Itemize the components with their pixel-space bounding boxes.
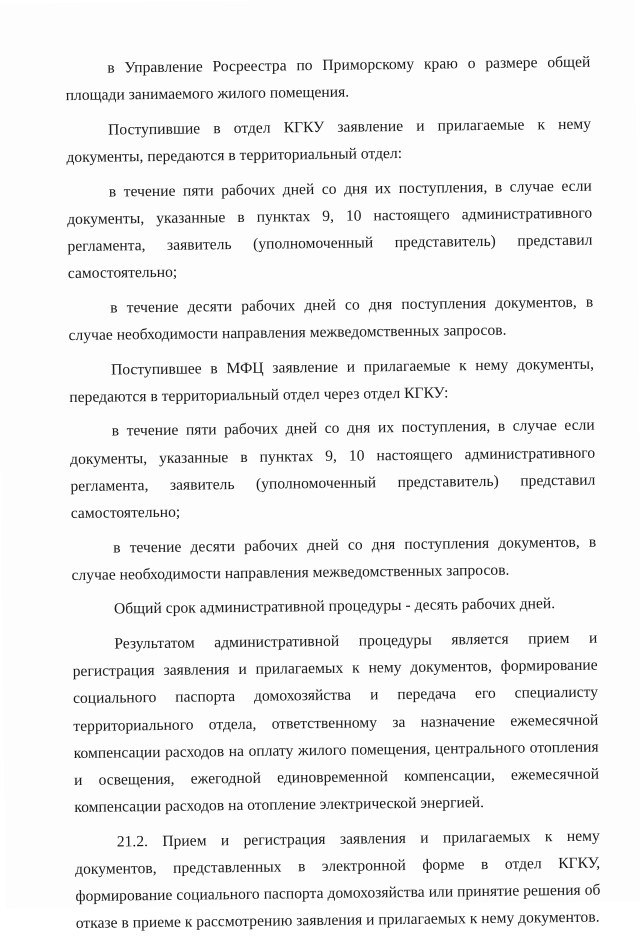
paragraph-2: Поступившие в отдел КГКУ заявление и прилагаемые к нему документы, передаются в территориальный отдел: bbox=[66, 115, 592, 167]
paragraph-3: в течение пяти рабочих дней со дня их поступления, в случае если документы, указанные в пунктах 9, 10 настоящего административного регламента, заявитель (уполномоченный представитель) представил самостоятельно; bbox=[67, 177, 593, 283]
paragraph-1: в Управление Росреестра по Приморскому краю о размере общей площади занимаемого жилого помещения. bbox=[65, 53, 591, 105]
paragraph-5: Поступившее в МФЦ заявление и прилагаемые к нему документы, передаются в территориальный отдел через отдел КГКУ: bbox=[69, 355, 595, 406]
paragraph-6: в течение пяти рабочих дней со дня их поступления, в случае если документы, указанные в пунктах 9, 10 настоящего административного регламента, заявитель (уполномоченный представитель) представил самостоятельно; bbox=[69, 417, 596, 523]
paragraph-8: Общий срок административной процедуры - десять рабочих дней. bbox=[113, 595, 556, 618]
paragraph-9: Результатом административной процедуры является прием и регистрация заявления и прилагаемых к нему документов, формирование социального паспорта домохозяйства и передача его специалисту территориального отдела, ответственному за назначение ежемесячной компенсации расходов на оплату жилого помещения, центрального отопления и освещения, ежегодной единовременной компенсации, ежемесячной компенсации расходов на отопление электрической энергией. bbox=[72, 629, 600, 817]
document-body bbox=[65, 49, 601, 945]
paragraph-7: в течение десяти рабочих дней со дня поступления документов, в случае необходимости направления межведомственных запросов. bbox=[71, 533, 597, 584]
paragraph-4: в течение десяти рабочих дней со дня поступления документов, в случае необходимости направления межведомственных запросов. bbox=[68, 293, 594, 345]
paragraph-10: 21.2. Прием и регистрация заявления и прилагаемых к нему документов, представленных в электронной форме в отдел КГКУ, формирование социального паспорта домохозяйства или принятие решения об отказе в приеме к рассмотрению заявления и прилагаемых к нему документов. bbox=[75, 827, 601, 933]
